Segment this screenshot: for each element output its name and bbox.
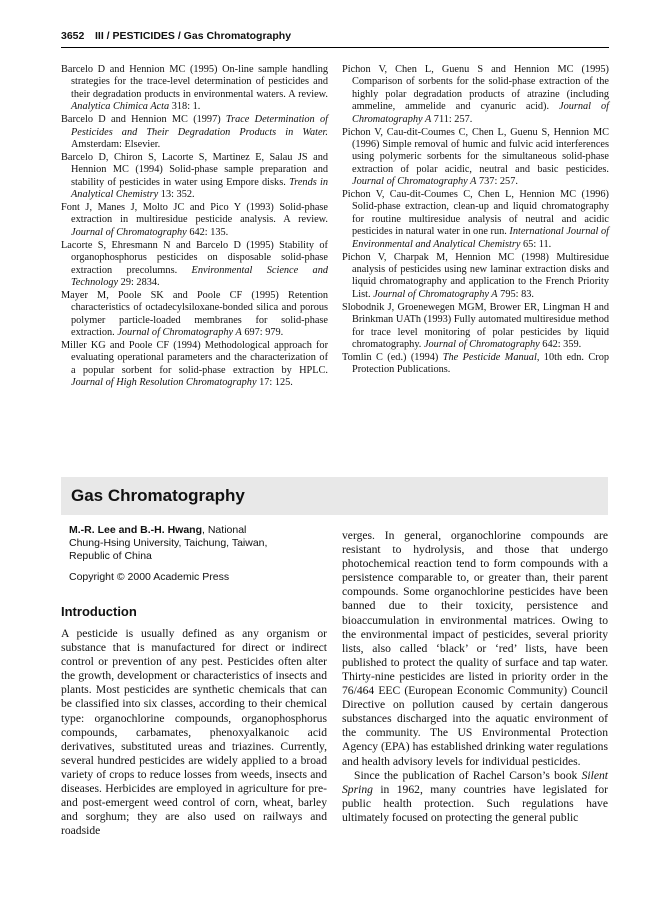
introduction-heading: Introduction — [61, 604, 137, 619]
author-affiliation: , National — [202, 524, 247, 536]
reference-item: Barcelo D and Hennion MC (1997) Trace Determination of Pesticides and Their Degradation Products in Water. Amsterdam: Elsevier. — [61, 114, 328, 150]
running-title: III / PESTICIDES / Gas Chromatography — [95, 30, 292, 42]
reference-item: Barcelo D and Hennion MC (1995) On-line sample handling strategies for the trace-level determination of pesticides and their degradation products in environmental waters. A review. Analytica Chimica Acta 318: 1. — [61, 64, 328, 113]
author-affiliation: Chung-Hsing University, Taichung, Taiwan, — [69, 537, 268, 549]
page-number: 3652 — [61, 30, 85, 42]
section-title: Gas Chromatography — [71, 486, 245, 505]
body-paragraph: verges. In general, organochlorine compounds are resistant to hydrolysis, and those that undergo photochemical reaction tend to form compounds with a persistence comparable to, or greater than, their parent compounds. Some organochlorine pesticides have been banned due to their toxicity, persistence and bioaccumulation in environmental matrices. Owing to the environmental impact of pesticides, several priority lists, also called ‘black’ or ‘red’ lists, have been published to protect the quality of surface and tap water. Thirty-nine pesticides are listed in priority order in the 76/464 EEC (European Economic Community) Council Directive on pollution caused by certain dangerous substances discharged into the aquatic environment of the community. The US Environmental Protection Agency (EPA) has established drinking water regulations and health advisory levels for individual pesticides. — [342, 529, 608, 768]
body-paragraph: Since the publication of Rachel Carson’s book Silent Spring in 1962, many countries have legislated for public health protection. Such regulations have ultimately focused on protecting the general public — [342, 768, 608, 824]
reference-item: Miller KG and Poole CF (1994) Methodological approach for evaluating operational parameters and the characterization of a popular sorbent for solid-phase extraction by HPLC. Journal of High Resolution Chromatography 17: 125. — [61, 339, 328, 389]
reference-item: Slobodnik J, Groenewegen MGM, Brower ER, Lingman H and Brinkman UATh (1993) Fully automated multiresidue method for trace level monitoring of polar pesticides by liquid chromatography. Journal of Chromatography 642: 359. — [342, 301, 609, 350]
author-affiliation: Republic of China — [69, 550, 152, 562]
reference-item: Pichon V, Cau-dit-Coumes C, Chen L, Guenu S, Hennion MC (1996) Simple removal of humic and fulvic acid interferences using polymeric sorbents for the simultaneous solid-phase extraction of polar acidic, neutral and basic pesticides. Journal of Chromatography A 737: 257. — [342, 126, 609, 188]
reference-item: Barcelo D, Chiron S, Lacorte S, Martinez E, Salau JS and Hennion MC (1994) Solid-phase sample preparation and stability of pesticides in water using Empore disks. Trends in Analytical Chemistry 13: 352. — [61, 151, 328, 201]
reference-item: Pichon V, Charpak M, Hennion MC (1998) Multiresidue analysis of pesticides using new laminar extraction disks and liquid chromatography and application to the French Priority List. Journal of Chromatography A 795: 83. — [342, 251, 609, 300]
reference-item: Font J, Manes J, Molto JC and Pico Y (1993) Solid-phase extraction in multiresidue pesticide analysis. A review. Journal of Chromatography 642: 135. — [61, 201, 328, 238]
references-left-column — [61, 64, 328, 390]
reference-item: Pichon V, Cau-dit-Coumes C, Chen L, Hennion MC (1996) Solid-phase extraction, clean-up and liquid chromatography for routine multiresidue analysis of neutral and acidic pesticides in natural water in one run. International Journal of Environmental and Analytical Chemistry 65: 11. — [342, 189, 609, 250]
section-title-band — [61, 477, 608, 515]
author-block — [69, 524, 319, 563]
references-right-column — [342, 64, 609, 377]
author-names: M.-R. Lee and B.-H. Hwang — [69, 524, 203, 536]
reference-item: Mayer M, Poole SK and Poole CF (1995) Retention characteristics of octadecylsiloxane-bonded silica and porous polymer particle-loaded membranes for solid-phase extraction. Journal of Chromatography A 697: 979. — [61, 289, 328, 339]
body-paragraph: A pesticide is usually defined as any organism or substance that is manufactured for direct or indirect control or prevention of any pest. Pesticides often alter the growth, development or characteristics of insects and plants. Most pesticides are synthetic chemicals that can be classified into six classes, according to their chemical type: organochlorine compounds, organophosphorus compounds, carbamates, phenoxyalkanoic acid derivatives, substituted ureas and triazines. Currently, several hundred pesticides are widely applied to a broad variety of crops to reduce losses from weeds, insects and diseases. Herbicides are employed in agriculture for pre- and post-emergent weed control of corn, wheat, barley and sorghum; they are also used on railways and roadside — [61, 627, 327, 838]
body-text-left-column — [61, 627, 327, 838]
body-text-right-column — [342, 529, 608, 825]
reference-item: Lacorte S, Ehresmann N and Barcelo D (1995) Stability of organophosphorus pesticides on disposable solid-phase extraction precolumns. Environmental Science and Technology 29: 2834. — [61, 239, 328, 288]
copyright-notice: Copyright © 2000 Academic Press — [69, 571, 230, 583]
page-header — [61, 27, 609, 48]
reference-item: Tomlin C (ed.) (1994) The Pesticide Manual, 10th edn. Crop Protection Publications. — [342, 351, 609, 376]
reference-item: Pichon V, Chen L, Guenu S and Hennion MC (1995) Comparison of sorbents for the solid-phase extraction of the highly polar degradation products of atrazine (including ammeline, ammelide and cyanuric acid). Journal of Chromatography A 711: 257. — [342, 64, 609, 125]
